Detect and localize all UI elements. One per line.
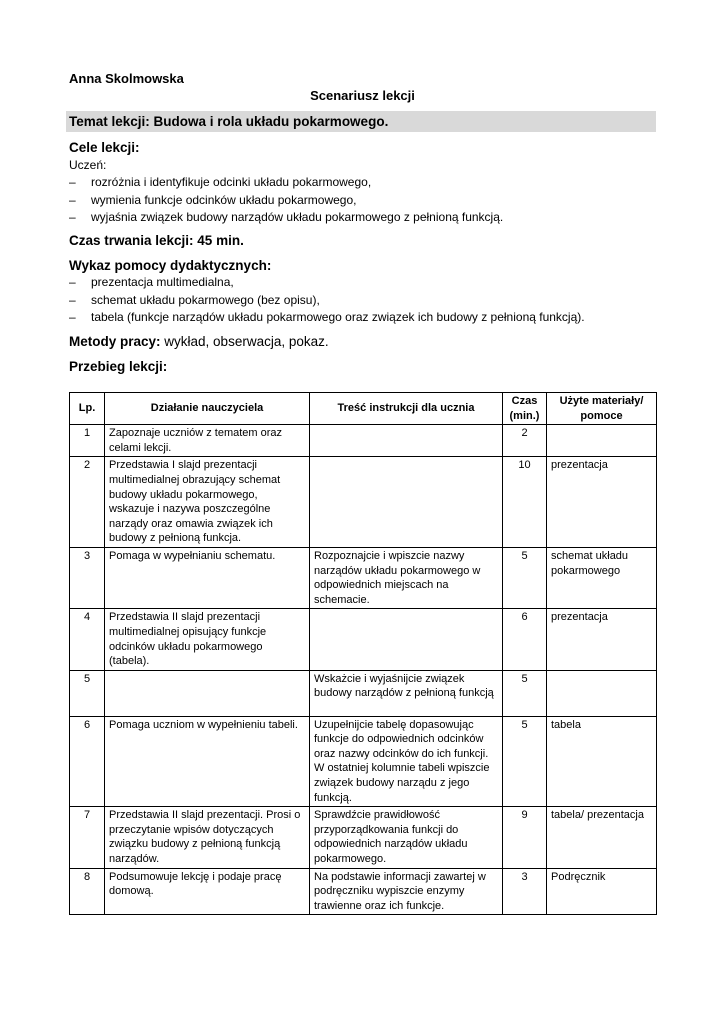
cell-time: 3 [503, 868, 547, 915]
cell-lp: 3 [70, 547, 105, 608]
cell-time: 10 [503, 457, 547, 548]
cell-lp: 6 [70, 716, 105, 807]
cell-lp: 2 [70, 457, 105, 548]
list-item-text: wyjaśnia związek budowy narządów układu pokarmowego z pełnioną funkcją. [91, 210, 504, 224]
table-row [70, 425, 657, 457]
cell-lp: 4 [70, 609, 105, 670]
list-item-text: schemat układu pokarmowego (bez opisu), [91, 292, 320, 307]
bullet: – [69, 310, 76, 324]
list-item-text: rozróżnia i identyfikuje odcinki układu pokarmowego, [91, 175, 372, 189]
header-materials: Użyte materiały/ pomoce [547, 393, 657, 425]
goals-intro: Uczeń: [69, 158, 107, 172]
header-lp: Lp. [70, 393, 105, 425]
author-name: Anna Skolmowska [69, 71, 184, 86]
list-item-text: tabela (funkcje narządów układu pokarmowego oraz związek ich budowy z pełnioną funkcją). [91, 310, 585, 324]
bullet: – [69, 292, 76, 307]
bullet: – [69, 210, 76, 224]
cell-time: 5 [503, 716, 547, 807]
cell-teacher: Pomaga w wypełnianiu schematu. [105, 547, 310, 608]
list-item [69, 274, 585, 292]
methods [69, 334, 329, 349]
methods-value: wykład, obserwacja, pokaz. [160, 334, 329, 349]
cell-time: 5 [503, 547, 547, 608]
cell-student: Uzupełnijcie tabelę dopasowując funkcje do odpowiednich odcinków oraz nazwy odcinków do ich funkcji. W ostatniej kolumnie tabeli wpiszcie związek budowy narządu z jego funkcją. [310, 716, 503, 807]
list-item [69, 192, 503, 210]
cell-materials: tabela [547, 716, 657, 807]
cell-materials: prezentacja [547, 609, 657, 670]
goals-heading: Cele lekcji: [69, 140, 140, 155]
aids-list [69, 274, 585, 327]
list-item [69, 292, 585, 310]
table-row [70, 609, 657, 670]
table-header-row [70, 393, 657, 425]
cell-teacher [105, 670, 310, 716]
duration: Czas trwania lekcji: 45 min. [69, 233, 244, 248]
course-heading: Przebieg lekcji: [69, 359, 168, 374]
methods-label: Metody pracy: [69, 334, 161, 349]
list-item [69, 309, 585, 327]
cell-student: Na podstawie informacji zawartej w podręczniku wypiszcie enzymy trawienne oraz ich funkcje. [310, 868, 503, 915]
bullet: – [69, 175, 76, 189]
table-row [70, 547, 657, 608]
cell-student: Sprawdźcie prawidłowość przyporządkowania funkcji do odpowiednich narządów układu pokarmowego. [310, 807, 503, 868]
cell-time: 9 [503, 807, 547, 868]
list-item [69, 209, 503, 227]
cell-materials: tabela/ prezentacja [547, 807, 657, 868]
cell-materials [547, 425, 657, 457]
cell-time: 6 [503, 609, 547, 670]
cell-materials: Podręcznik [547, 868, 657, 915]
cell-student [310, 425, 503, 457]
header-time: Czas (min.) [503, 393, 547, 425]
cell-time: 5 [503, 670, 547, 716]
list-item-text: prezentacja multimedialna, [91, 275, 234, 289]
cell-lp: 8 [70, 868, 105, 915]
cell-materials: prezentacja [547, 457, 657, 548]
aids-heading: Wykaz pomocy dydaktycznych: [69, 258, 272, 273]
cell-time: 2 [503, 425, 547, 457]
header-student: Treść instrukcji dla ucznia [310, 393, 503, 425]
cell-teacher: Pomaga uczniom w wypełnieniu tabeli. [105, 716, 310, 807]
cell-teacher: Przedstawia I slajd prezentacji multimedialnej obrazujący schemat budowy układu pokarmowego, wskazuje i nazywa poszczególne narządy oraz omawia związek ich budowy z pełnioną funkcja. [105, 457, 310, 548]
cell-teacher: Podsumowuje lekcję i podaje pracę domową. [105, 868, 310, 915]
cell-materials: schemat układu pokarmowego [547, 547, 657, 608]
cell-lp: 1 [70, 425, 105, 457]
lesson-plan-table [69, 392, 657, 915]
goals-list [69, 174, 503, 227]
cell-student: Rozpoznajcie i wpiszcie nazwy narządów układu pokarmowego w odpowiednich miejscach na schemacie. [310, 547, 503, 608]
cell-lp: 7 [70, 807, 105, 868]
cell-teacher: Przedstawia II slajd prezentacji. Prosi o przeczytanie wpisów dotyczących związku budowy z pełnioną funkcją narządów. [105, 807, 310, 868]
cell-student [310, 457, 503, 548]
table-row [70, 716, 657, 807]
table-row [70, 807, 657, 868]
document-title-text: Scenariusz lekcji [310, 88, 415, 103]
cell-teacher: Zapoznaje uczniów z tematem oraz celami lekcji. [105, 425, 310, 457]
bullet: – [69, 275, 76, 289]
table-row [70, 670, 657, 716]
cell-student: Wskażcie i wyjaśnijcie związek budowy narządów z pełnioną funkcją [310, 670, 503, 716]
header-teacher: Działanie nauczyciela [105, 393, 310, 425]
document-title [0, 88, 725, 103]
table-row [70, 457, 657, 548]
list-item [69, 174, 503, 192]
cell-lp: 5 [70, 670, 105, 716]
cell-teacher: Przedstawia II slajd prezentacji multimedialnej opisujący funkcje odcinków układu pokarmowego (tabela). [105, 609, 310, 670]
cell-student [310, 609, 503, 670]
cell-materials [547, 670, 657, 716]
list-item-text: wymienia funkcje odcinków układu pokarmowego, [91, 192, 357, 207]
table-row [70, 868, 657, 915]
bullet: – [69, 192, 76, 207]
lesson-topic: Temat lekcji: Budowa i rola układu pokarmowego. [66, 111, 656, 132]
